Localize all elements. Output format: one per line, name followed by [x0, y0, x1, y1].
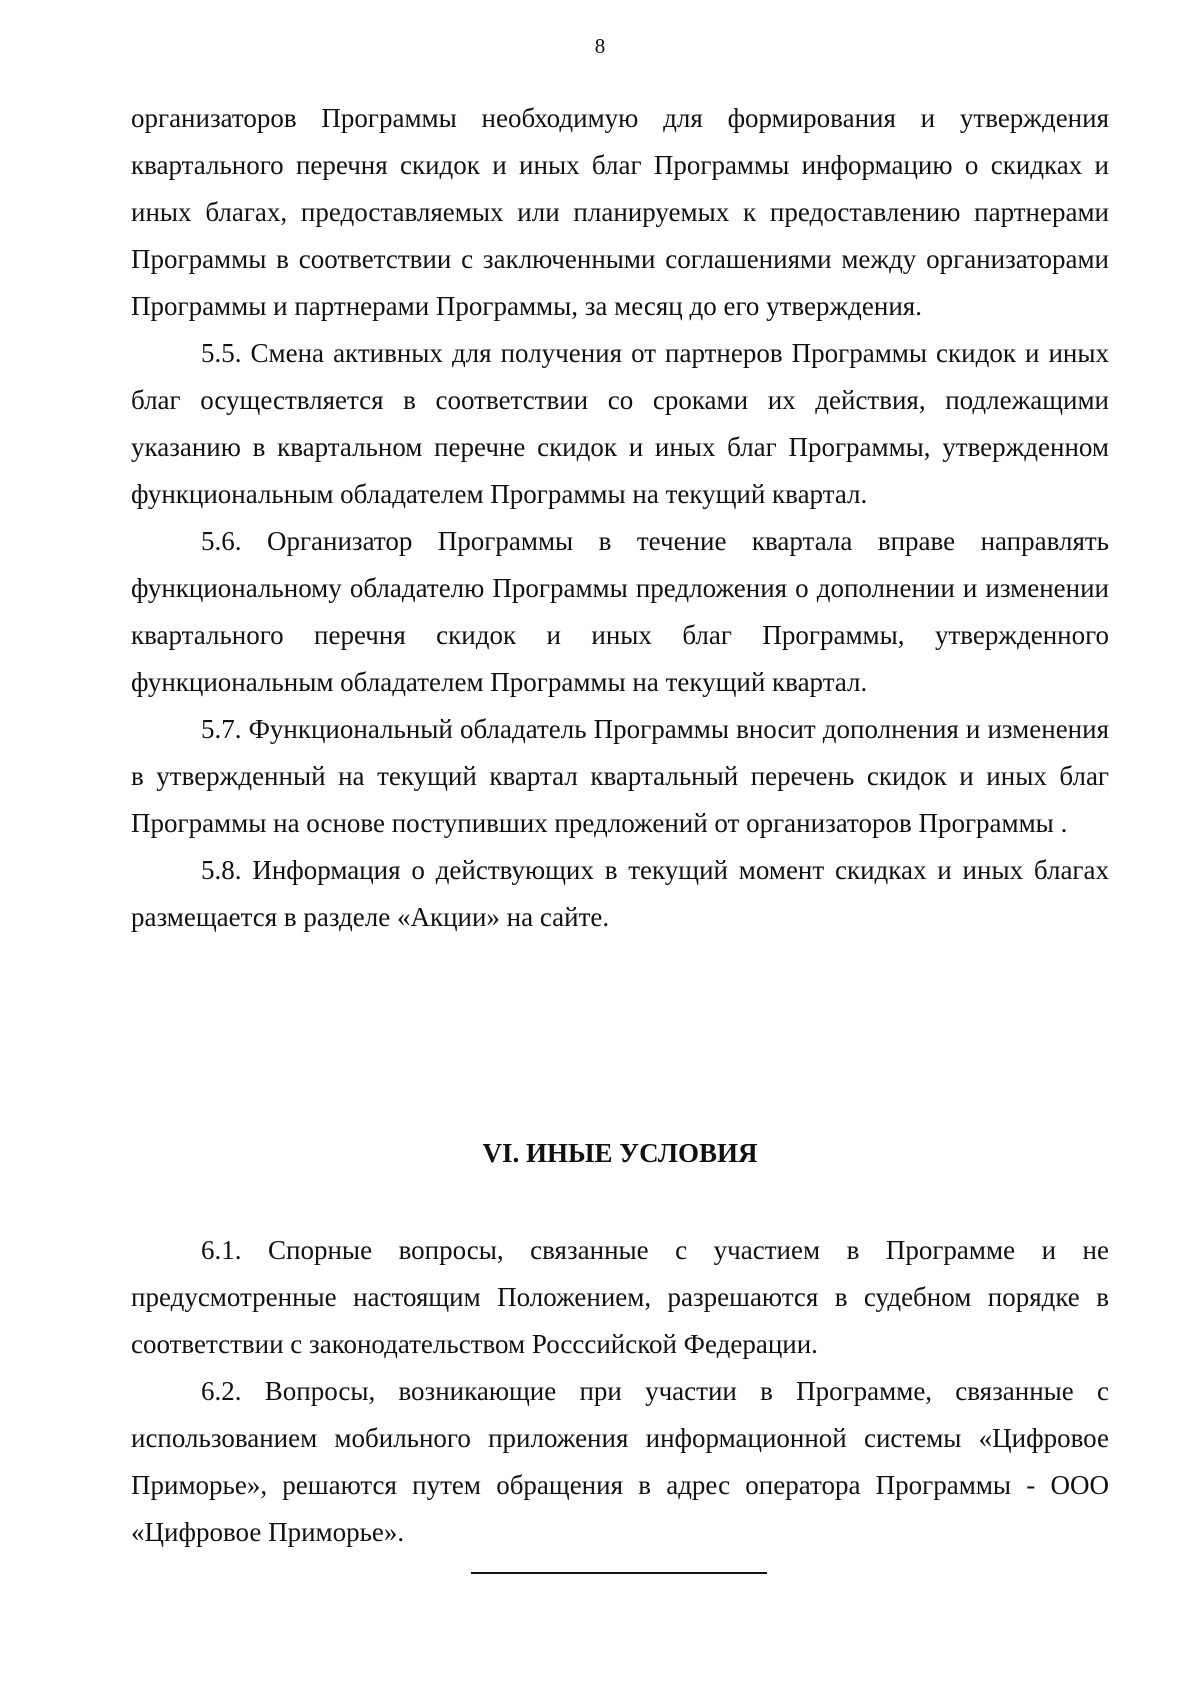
paragraph-6-1: 6.1. Спорные вопросы, связанные с участием в Программе и не предусмотренные настоящим Положением, разрешаются в судебном порядке в соответствии с законодательством Росссийской Федерации. — [131, 1235, 1109, 1359]
section-5-continuation — [131, 95, 1109, 941]
end-separator-line — [471, 1572, 767, 1574]
paragraph-5-7: 5.7. Функциональный обладатель Программы вносит дополнения и изменения в утвержденный на текущий квартал квартальный перечень скидок и иных благ Программы на основе поступивших предложений от организаторов Программы . — [131, 714, 1109, 838]
paragraph-6-2: 6.2. Вопросы, возникающие при участии в Программе, связанные с использованием мобильного приложения информационной системы «Цифровое Приморье», решаются путем обращения в адрес оператора Программы - ООО «Цифровое Приморье». — [131, 1376, 1109, 1547]
paragraph-5-4-continuation: организаторов Программы необходимую для формирования и утверждения квартального перечня скидок и иных благ Программы информацию о скидках и иных благах, предоставляемых или планируемых к предоставлению партнерами Программы в соответствии с заключенными соглашениями между организаторами Программы и партнерами Программы, за месяц до его утверждения. — [131, 103, 1109, 321]
section-6 — [131, 1227, 1109, 1556]
paragraph-5-6: 5.6. Организатор Программы в течение квартала вправе направлять функциональному обладателю Программы предложения о дополнении и изменении квартального перечня скидок и иных благ Программы, утвержденного функциональным обладателем Программы на текущий квартал. — [131, 526, 1109, 697]
paragraph-5-8: 5.8. Информация о действующих в текущий момент скидках и иных благах размещается в разделе «Акции» на сайте. — [131, 855, 1109, 932]
paragraph-5-5: 5.5. Смена активных для получения от партнеров Программы скидок и иных благ осуществляется в соответствии со сроками их действия, подлежащими указанию в квартальном перечне скидок и иных благ Программы, утвержденном функциональным обладателем Программы на текущий квартал. — [131, 338, 1109, 509]
page-number: 8 — [594, 34, 606, 58]
section-heading: VI. ИНЫЕ УСЛОВИЯ — [482, 1138, 758, 1168]
section-6-heading-block — [131, 1130, 1109, 1177]
